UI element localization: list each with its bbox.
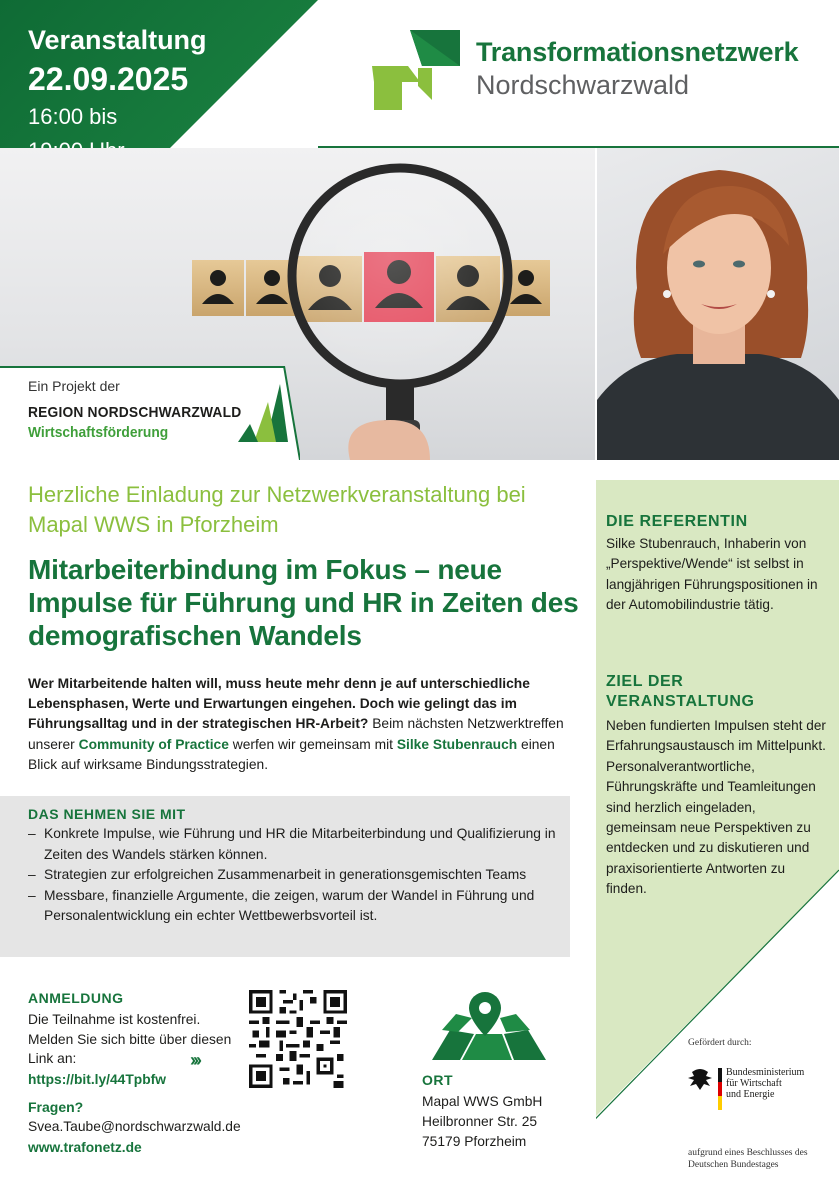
network-region: Nordschwarzwald [476, 70, 690, 100]
speaker-heading: DIE REFERENTIN [606, 513, 748, 530]
ministry-line-3: und Energie [726, 1089, 775, 1100]
region-subtitle: Wirtschaftsförderung [28, 424, 169, 441]
invitation-line: Herzliche Einladung zur Netzwerkveranstaltung bei Mapal WWS in Pforzheim [28, 482, 526, 537]
location-street: Heilbronner Str. 25 [422, 1113, 538, 1129]
speaker-name: Silke Stubenrauch [396, 736, 518, 752]
community-link-text: Community of Practice [78, 736, 229, 752]
ministry-line-1: Bundesministerium [726, 1067, 805, 1078]
project-label: Ein Projekt der [28, 378, 120, 394]
speaker-portrait-illustration [597, 148, 839, 460]
intro-bold: Wer Mitarbeitende halten will, muss heute mehr denn je auf unterschiedliche Lebensphasen, Werte und Erwartungen eingehen. Doch wie gelingt das im Führungsalltag und in der strategischen HR-Arbeit? [28, 676, 530, 732]
speaker-description: Silke Stubenrauch, Inhaberin von „Perspektive/Wende“ ist selbst in langjährigen Führungspositionen in der Automobilindustrie tätig. [606, 536, 818, 613]
intro-part-1: Beim nächsten Netzwerktreffen unserer [28, 716, 564, 752]
event-title: Mitarbeiterbindung im Fokus – neue Impulse für Führung und HR in Zeiten des demografischen Wandels [28, 554, 579, 651]
region-logo-icon [236, 384, 288, 442]
location-address [422, 1092, 542, 1151]
speaker-portrait [597, 148, 839, 460]
intro-paragraph [28, 674, 568, 775]
benefit-item: – Konkrete Impulse, wie Führung und HR die Mitarbeiterbindung und Qualifizierung in Zeiten des Wandels stärken können. [28, 824, 558, 865]
location-company: Mapal WWS GmbH [422, 1094, 543, 1109]
registration-link[interactable]: https://bit.ly/44Tpbfw [28, 1072, 166, 1087]
intro-part-2: werfen wir gemeinsam mit [228, 736, 397, 752]
benefit-item: – Strategien zur erfolgreichen Zusammenarbeit in generationsgemischten Teams [28, 865, 558, 886]
event-time-start: 16:00 bis [28, 104, 118, 129]
goal-heading: ZIEL DER VERANSTALTUNG [606, 673, 755, 710]
questions-heading: Fragen? [28, 1099, 84, 1115]
benefits-list [28, 824, 558, 927]
event-date: 22.09.2025 [28, 61, 189, 97]
registration-text: Die Teilnahme ist kostenfrei. Melden Sie sich bitte über diesen Link an: [28, 1012, 232, 1066]
arrows-icon: ››› [190, 1050, 199, 1070]
region-name: REGION NORDSCHWARZWALD [28, 404, 242, 421]
contact-email[interactable]: Svea.Taube@nordschwarzwald.de [28, 1119, 241, 1134]
magnifier-icon [292, 168, 508, 460]
location-heading: ORT [422, 1072, 454, 1088]
registration-heading: ANMELDUNG [28, 990, 124, 1006]
benefit-item: – Messbare, finanzielle Argumente, die zeigen, warum der Wandel in Führung und Personalentwicklung ein echter Wettbewerbsvorteil ist. [28, 886, 558, 927]
qr-code-icon[interactable] [249, 990, 347, 1088]
network-name: Transformationsnetzwerk [476, 37, 799, 67]
location-city: 75179 Pforzheim [422, 1133, 527, 1149]
ministry-name [726, 1067, 804, 1100]
network-logo-icon [372, 26, 464, 114]
resolution-text: aufgrund eines Beschlusses des Deutschen Bundestages [688, 1148, 808, 1170]
intro-part-3: einen Blick auf wirksame Bindungsstrategien. [28, 736, 555, 772]
map-pin-icon [422, 990, 548, 1064]
benefits-heading: DAS NEHMEN SIE MIT [28, 806, 186, 822]
event-label: Veranstaltung [28, 25, 207, 55]
website-link[interactable]: www.trafonetz.de [28, 1140, 142, 1155]
event-date-block [28, 24, 207, 168]
ministry-line-2: für Wirtschaft [726, 1078, 782, 1089]
funded-by-label: Gefördert durch: [688, 1038, 752, 1048]
goal-description: Neben fundierten Impulsen steht der Erfahrungsaustausch im Mittelpunkt. Personalverantwortliche, Führungskräfte und Teamleitungen sind herzlich eingeladen, gemeinsam neue Perspektiven zu entdecken und zu diskutieren und praxisorientierte Antworten zu finden. [606, 718, 826, 897]
